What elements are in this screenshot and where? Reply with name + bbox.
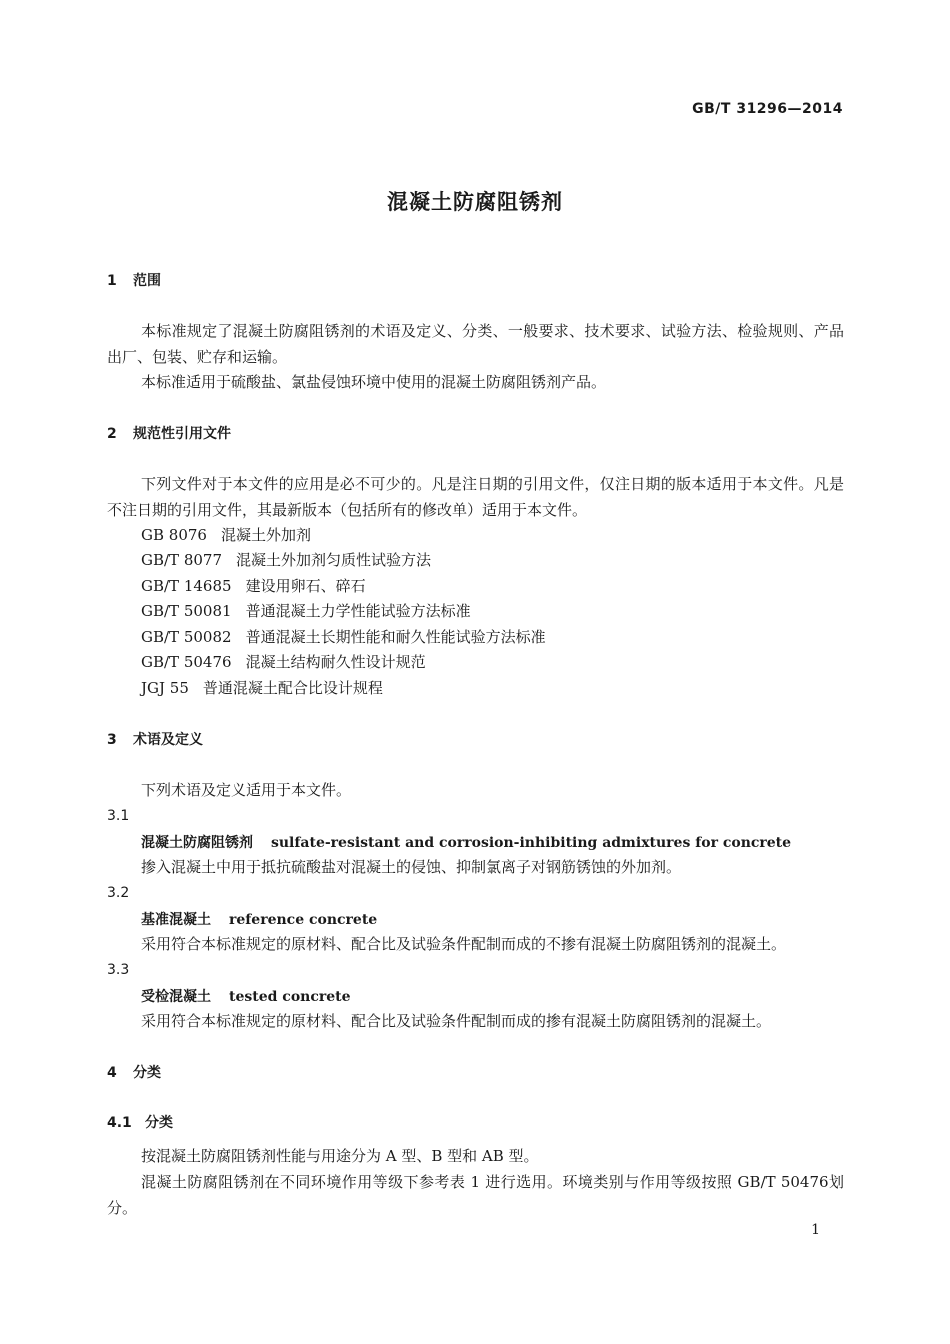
reference-title: 建设用卵石、碎石: [245, 577, 366, 595]
classification-paragraph-2: 混凝土防腐阻锈剂在不同环境作用等级下参考表 1 进行选用。环境类别与作用等级按照 GB/T 50476划分。: [107, 1173, 844, 1217]
reference-code: GB/T 50476: [141, 653, 232, 671]
subsection-4-1-heading: [107, 1110, 173, 1136]
reference-item: [141, 522, 311, 548]
term-number: 3.1: [107, 808, 130, 824]
term-entry: [141, 829, 791, 856]
reference-code: GB/T 8077: [141, 551, 223, 569]
reference-item: [141, 624, 546, 650]
references-intro-paragraph: 下列文件对于本文件的应用是必不可少的。凡是注日期的引用文件，仅注日期的版本适用于本文件。凡是不注日期的引用文件，其最新版本（包括所有的修改单）适用于本文件。: [107, 475, 844, 519]
scope-paragraph-2: 本标准适用于硫酸盐、氯盐侵蚀环境中使用的混凝土防腐阻锈剂产品。: [141, 373, 607, 391]
section-title: 规范性引用文件: [133, 426, 231, 442]
term-definition: 采用符合本标准规定的原材料、配合比及试验条件配制而成的掺有混凝土防腐阻锈剂的混凝土。: [141, 1012, 772, 1030]
reference-title: 普通混凝土配合比设计规程: [202, 679, 383, 697]
term-chinese: 受检混凝土: [141, 989, 211, 1005]
reference-title: 普通混凝土长期性能和耐久性能试验方法标准: [245, 628, 546, 646]
reference-title: 混凝土外加剂匀质性试验方法: [236, 551, 432, 569]
standard-code: GB/T 31296—2014: [692, 101, 843, 117]
reference-title: 混凝土结构耐久性设计规范: [245, 653, 426, 671]
reference-item: [141, 573, 366, 599]
section-3-heading: [107, 727, 203, 753]
section-number: 3: [107, 732, 117, 748]
section-title: 范围: [133, 273, 161, 289]
reference-code: JGJ 55: [141, 679, 189, 697]
term-number: 3.2: [107, 885, 130, 901]
reference-item: [141, 598, 471, 624]
section-title: 分类: [133, 1065, 161, 1081]
term-english: tested concrete: [229, 989, 351, 1005]
term-english: reference concrete: [229, 912, 378, 928]
section-title: 术语及定义: [133, 732, 203, 748]
reference-title: 普通混凝土力学性能试验方法标准: [245, 602, 471, 620]
term-definition: 采用符合本标准规定的原材料、配合比及试验条件配制而成的不掺有混凝土防腐阻锈剂的混凝土。: [141, 935, 787, 953]
subsection-title: 分类: [145, 1115, 173, 1131]
scope-paragraph-1: 本标准规定了混凝土防腐阻锈剂的术语及定义、分类、一般要求、技术要求、试验方法、检验规则、产品出厂、包装、贮存和运输。: [107, 322, 844, 366]
term-english: sulfate-resistant and corrosion-inhibiting admixtures for concrete: [271, 835, 792, 851]
reference-item: [141, 547, 431, 573]
section-4-heading: [107, 1060, 161, 1086]
terms-intro-paragraph: 下列术语及定义适用于本文件。: [141, 781, 352, 799]
term-definition: 掺入混凝土中用于抵抗硫酸盐对混凝土的侵蚀、抑制氯离子对钢筋锈蚀的外加剂。: [141, 858, 682, 876]
subsection-number: 4.1: [107, 1115, 132, 1131]
page-number: 1: [811, 1222, 820, 1238]
section-number: 4: [107, 1065, 117, 1081]
section-2-heading: [107, 421, 231, 447]
term-number: 3.3: [107, 962, 130, 978]
reference-code: GB/T 50081: [141, 602, 232, 620]
reference-code: GB/T 14685: [141, 577, 232, 595]
term-entry: [141, 906, 377, 933]
section-number: 2: [107, 426, 117, 442]
reference-code: GB 8076: [141, 526, 207, 544]
section-1-heading: [107, 268, 161, 294]
reference-item: [141, 675, 383, 701]
term-entry: [141, 983, 351, 1010]
classification-paragraph-1: 按混凝土防腐阻锈剂性能与用途分为 A 型、B 型和 AB 型。: [141, 1147, 539, 1165]
section-number: 1: [107, 273, 117, 289]
reference-code: GB/T 50082: [141, 628, 232, 646]
reference-item: [141, 649, 426, 675]
term-chinese: 混凝土防腐阻锈剂: [141, 835, 253, 851]
document-title: 混凝土防腐阻锈剂: [387, 190, 563, 214]
reference-title: 混凝土外加剂: [220, 526, 311, 544]
term-chinese: 基准混凝土: [141, 912, 211, 928]
